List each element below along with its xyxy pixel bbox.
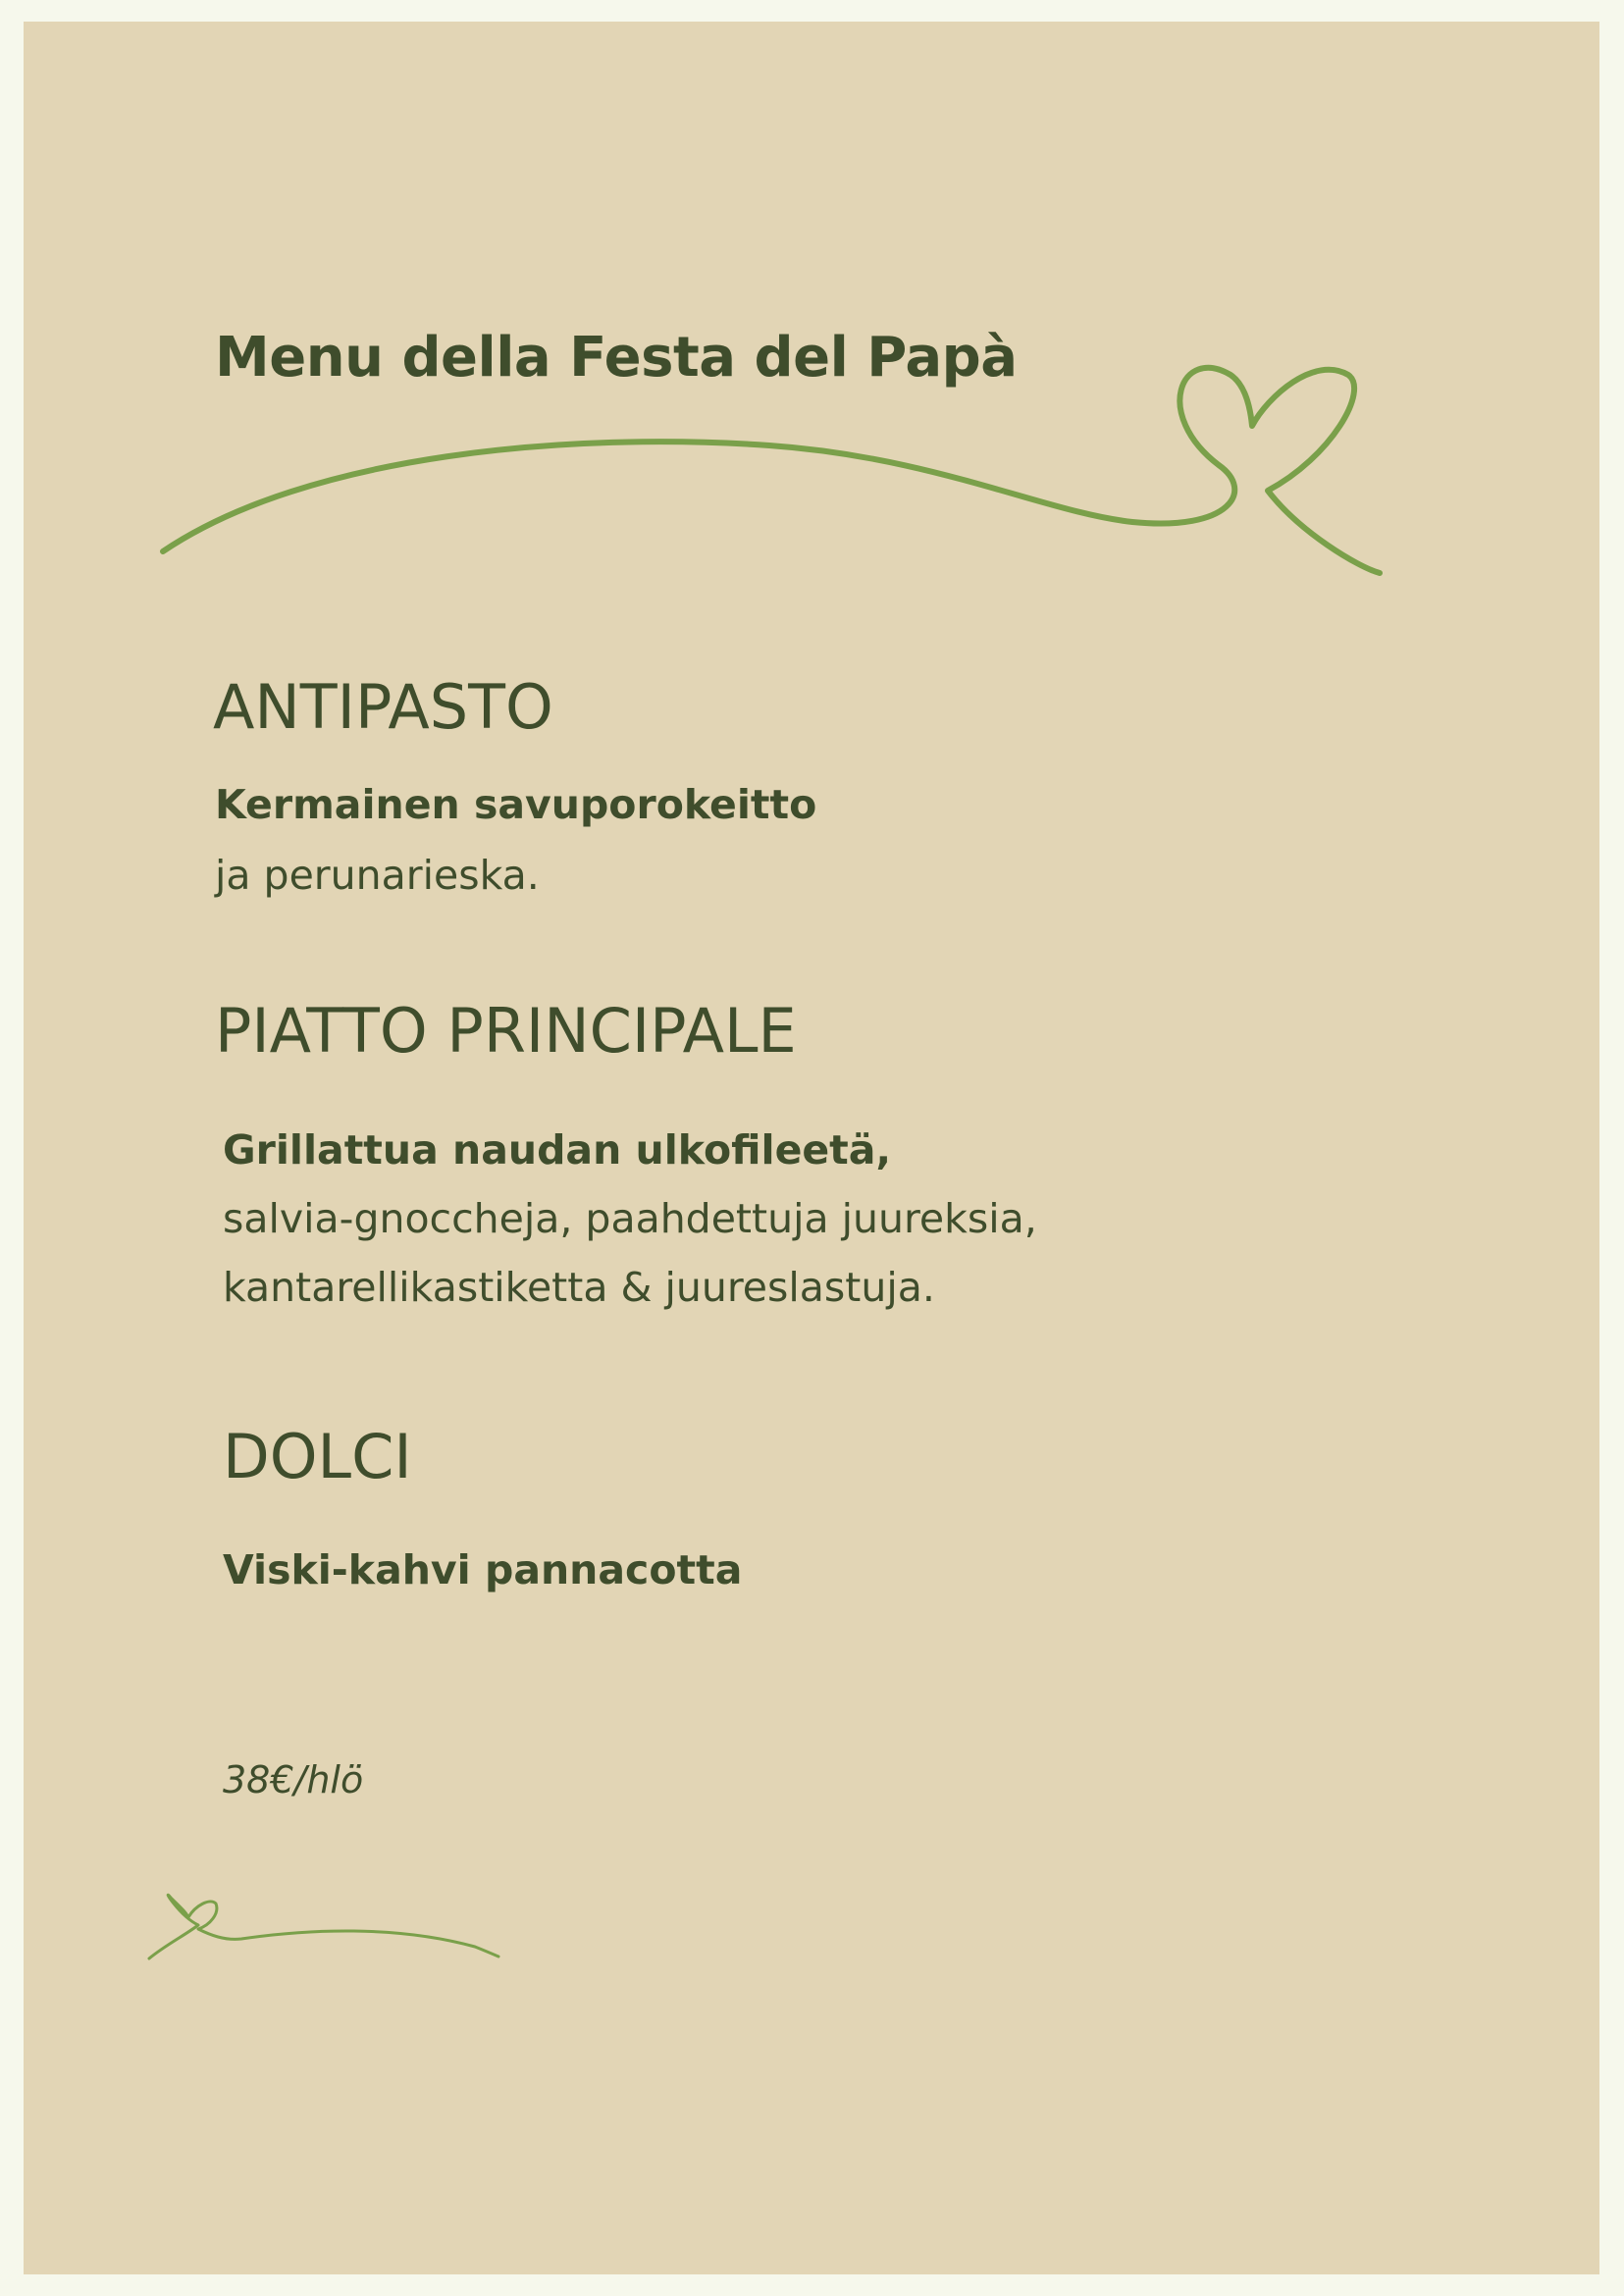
dolci-line-1: Viski-kahvi pannacotta	[223, 1546, 743, 1593]
piatto-line-3: kantarellikastiketta & juureslastuja.	[223, 1264, 935, 1311]
piatto-line-2: salvia-gnoccheja, paahdettuja juureksia,	[223, 1195, 1037, 1242]
price-per-person: 38€/hlö	[223, 1758, 364, 1801]
piatto-line-1: Grillattua naudan ulkofileetä,	[223, 1126, 892, 1174]
section-heading-dolci: DOLCI	[223, 1421, 412, 1492]
antipasto-line-1: Kermainen savuporokeitto	[215, 781, 817, 828]
antipasto-line-2: ja perunarieska.	[215, 852, 540, 899]
section-heading-antipasto: ANTIPASTO	[213, 671, 553, 743]
menu-title: Menu della Festa del Papà	[215, 326, 1018, 390]
menu-page	[24, 22, 1599, 2274]
small-heart-swirl-icon	[24, 22, 1599, 2274]
section-heading-piatto-principale: PIATTO PRINCIPALE	[215, 995, 797, 1067]
